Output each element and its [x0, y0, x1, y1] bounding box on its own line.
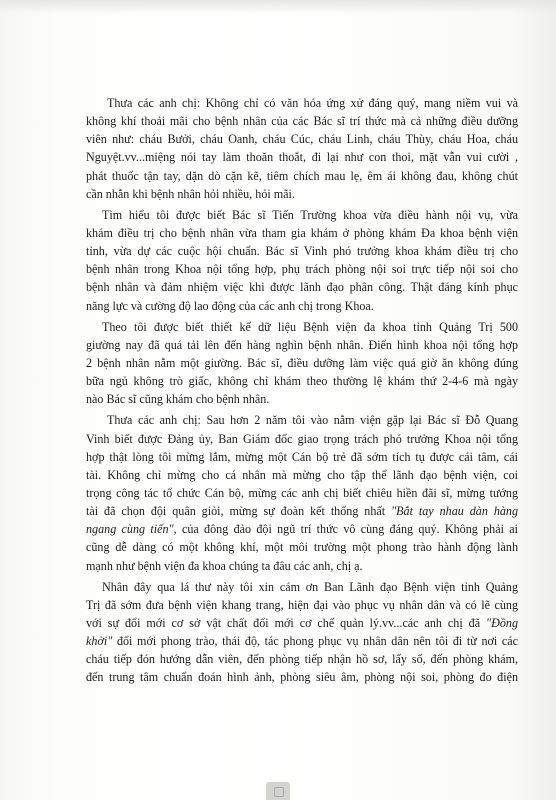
text-run: tài đã chọn đội quân giỏi, mừng sự đoàn kết thống nhất: [86, 504, 392, 519]
text-line: Theo tôi được biết thiết kế dữ liệu Bệnh viện đa khoa tỉnh Quảng Trị 500: [102, 319, 518, 334]
quoted-slogan: "Đồng: [486, 615, 518, 630]
text-line: giường nay đã quá tải lên đến hàng nghìn bệnh nhân. Điển hình khoa nội tổng hợp: [86, 337, 518, 352]
text-line: trọng công tác tổ chức Cán bộ, mừng các anh chị biết chiêu hiền đãi sĩ, mừng tướng: [86, 485, 518, 500]
text-line: [86, 520, 518, 538]
text-line: Vinh biết được Đảng ủy, Ban Giám đốc giao trọng trách phó trưởng Khoa nội tổng: [86, 431, 518, 446]
page-handle-icon: [266, 782, 290, 800]
text-line: tài. Không chỉ mừng cho cá nhân mà mừng cho tập thể lãnh đạo bệnh viện, coi: [86, 467, 518, 482]
text-line: viên như: cháu Bưởi, cháu Oanh, cháu Cúc, cháu Linh, cháu Thùy, cháu Hoa, cháu: [86, 132, 518, 147]
text-line: Trị đã sớm đưa bệnh viện khang trang, hiện đại vào phục vụ nhân dân và có lẽ cùng: [86, 597, 518, 612]
quoted-slogan: "Bắt tay nhau dàn hàng: [391, 504, 518, 519]
text-run: , của đông đảo đội ngũ trí thức vô cùng đáng quý. Không phải ai: [173, 522, 518, 537]
text-line: đến trung tâm chuẩn đoán hình ảnh, phòng siêu âm, phòng nội soi, phòng đo điện: [86, 670, 518, 685]
letter-body: [86, 94, 518, 687]
text-run: đổi mới phong trào, thái độ, tác phong phục vụ nhân dân nên tôi đi từ nơi các: [112, 634, 518, 649]
text-line: Thưa các anh chị: Không chỉ có văn hóa ứng xử đáng quý, mang niềm vui và: [107, 96, 518, 110]
text-line: phát thuốc tận tay, dặn dò cặn kẽ, tiêm chích mau lẹ, êm ái không đau, không chút: [86, 168, 518, 183]
text-line: Nguyệt.vv...miệng nói tay làm thoăn thoắt, đi lại như con thoi, mặt vẫn vui cười ,: [86, 150, 518, 165]
text-line: [86, 632, 518, 650]
text-line: mạnh như bệnh viện đa khoa chúng ta đâu các anh, chị ạ.: [86, 558, 363, 573]
text-line: hợp thật lòng tôi mừng lắm, mừng một Cán bộ trẻ đã sớm tích tụ được cái tâm, cái: [86, 449, 518, 464]
text-line: không khí thoải mãi cho bệnh nhân của các Bác sĩ trí thức mà cả những điều dưỡng: [86, 114, 518, 129]
text-line: cần nhằn khi bệnh nhân hỏi nhiều, hỏi mãi.: [86, 186, 295, 201]
text-line: Thưa các anh chị: Sau hơn 2 năm tôi vào nằm viện gặp lại Bác sĩ Đỗ Quang: [107, 413, 518, 428]
text-line: bệnh nhân trong Khoa nội tổng hợp, phụ trách phòng nội soi trực tiếp nội soi cho: [86, 262, 518, 277]
text-line: cháu tiếp đón hướng dẫn viên, đến phòng tiếp nhận hồ sơ, lấy số, đến phòng khám,: [86, 652, 518, 667]
quoted-slogan: ngang cùng tiến": [86, 522, 174, 537]
text-line: Nhân đây qua lá thư này tôi xin cám ơn Ban Lãnh đạo Bệnh viện tỉnh Quảng: [102, 579, 518, 594]
text-line: bệnh nhân và đảm nhiệm việc khi được lãnh đạo phân công. Thật đáng kính phục: [86, 280, 518, 295]
text-line: 2 bệnh nhân nằm một giường. Bác sĩ, điều dưỡng làm việc quá giờ ăn không đúng: [86, 355, 518, 370]
text-line: nào Bác sĩ cũng khám cho bệnh nhân.: [86, 392, 270, 407]
text-line: Tìm hiểu tôi được biết Bác sĩ Tiến Trường khoa vừa điều hành nội vụ, vừa: [102, 207, 518, 222]
scan-edge-shadow: [0, 0, 556, 14]
text-line: cũng dễ dàng có một không khí, một môi trường một phong trào hành động lành: [86, 540, 518, 555]
text-line: bữa ngủ không trò giấc, không chỉ khám theo thường lệ khám thứ 2-4-6 mà ngày: [86, 374, 518, 389]
text-line: [86, 502, 518, 520]
quoted-slogan: khởi": [86, 634, 113, 649]
text-run: với sự đổi mới cơ sở vật chất đổi mới cơ chế quản lý.vv...các anh chị đã: [86, 615, 487, 630]
text-line: [86, 614, 518, 632]
text-line: tỉnh, vừa dự các cuộc hội chuẩn. Bác sĩ Vinh phó trưởng khoa khám điều trị cho: [86, 244, 518, 259]
text-line: khám điều trị cho bệnh nhân vừa tham gia khám ở phòng khám Đa khoa bệnh viện: [86, 225, 518, 240]
text-line: năng lực và cường độ lao động của các anh chị trong Khoa.: [86, 298, 374, 313]
